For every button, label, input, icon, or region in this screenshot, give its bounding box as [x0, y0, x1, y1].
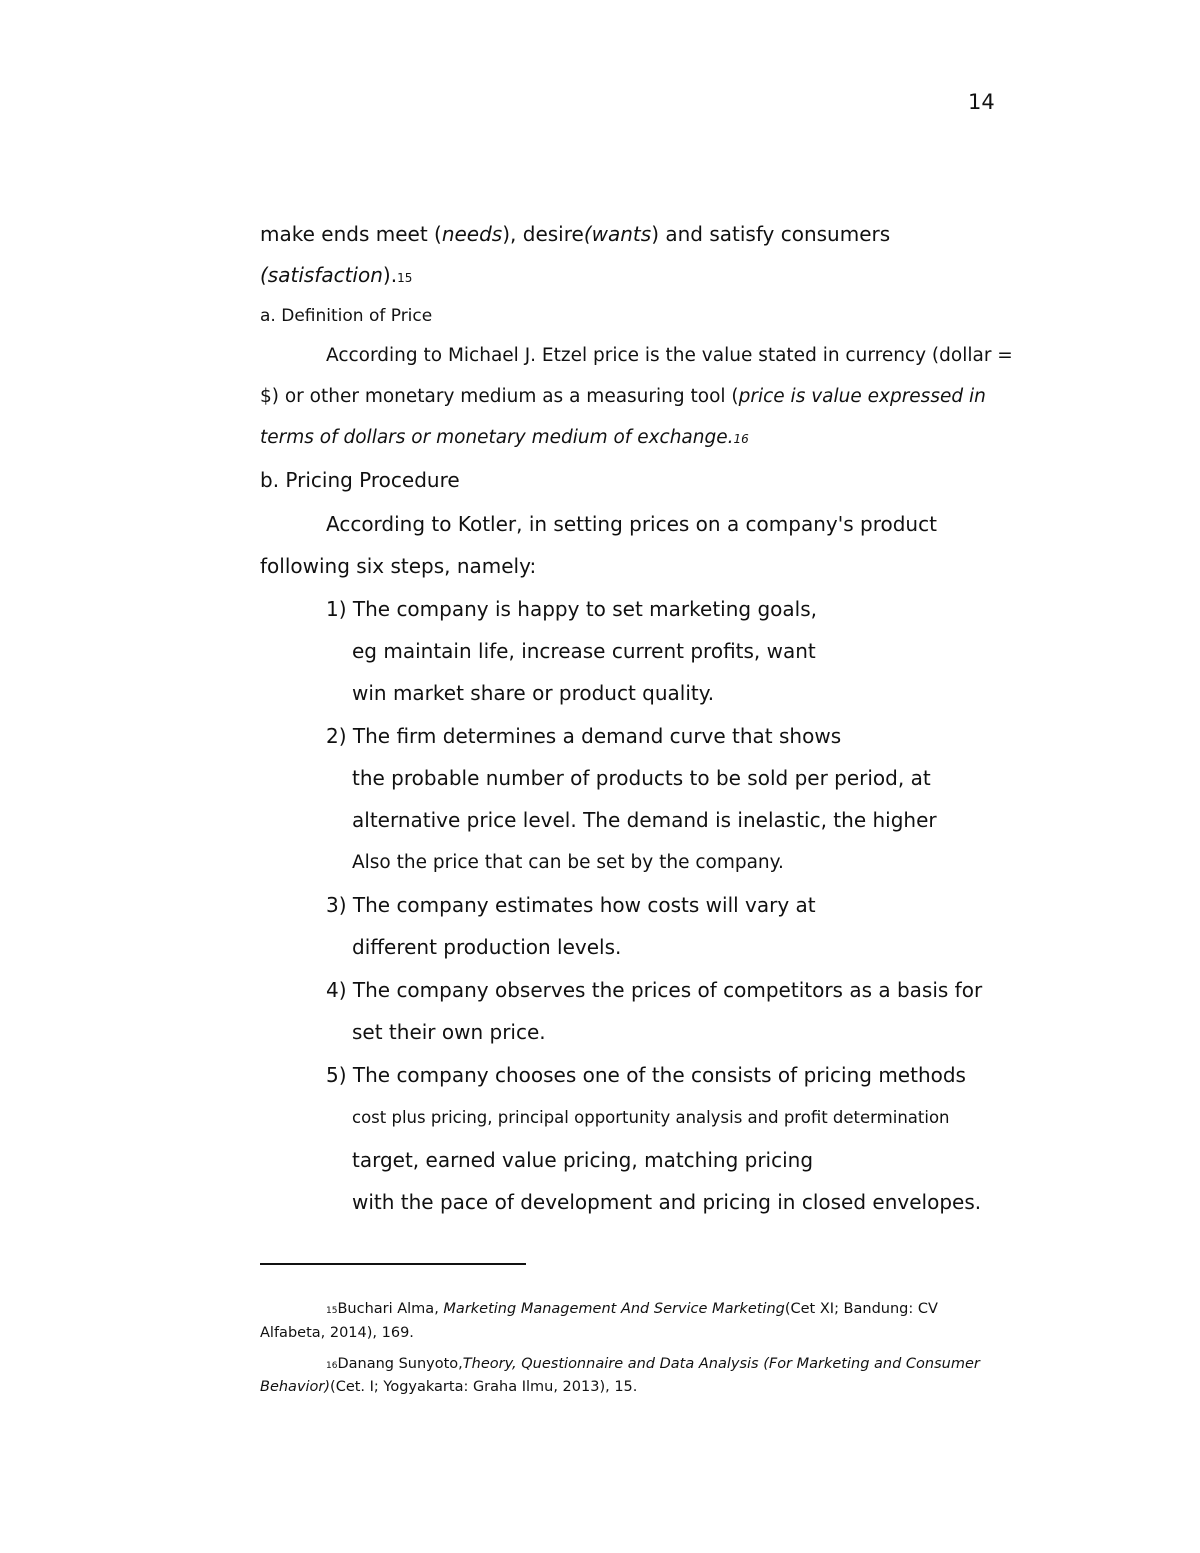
list-item-1-cont: eg maintain life, increase current profits, want: [352, 639, 816, 663]
footnote-16-line-2: [260, 1377, 637, 1397]
text-run: ,: [434, 1301, 444, 1317]
list-item-5: 5) The company chooses one of the consists of pricing methods: [326, 1063, 966, 1087]
body-line-1: [260, 221, 890, 247]
body-line-5: [260, 384, 986, 410]
footnote-16: [326, 1354, 980, 1376]
body-line-9: following six steps, namely:: [260, 554, 537, 578]
list-item-3: 3) The company estimates how costs will vary at: [326, 893, 816, 917]
text-run: ) and satisfy consumers: [651, 222, 891, 246]
footnote-separator: [260, 1263, 526, 1265]
list-item-5-cont: with the pace of development and pricing in closed envelopes.: [352, 1190, 982, 1214]
list-item-5-cont: cost plus pricing, principal opportunity analysis and profit determination: [352, 1108, 950, 1127]
body-line-4: According to Michael J. Etzel price is the value stated in currency (dollar =: [326, 345, 1013, 366]
list-item-2-cont: Also the price that can be set by the company.: [352, 852, 784, 873]
page-number: 14: [968, 90, 995, 114]
list-item-4: 4) The company observes the prices of competitors as a basis for: [326, 978, 983, 1002]
footnote-author: Buchari Alma: [337, 1301, 435, 1317]
list-item-5-cont: target, earned value pricing, matching pricing: [352, 1148, 814, 1172]
list-item-2-cont: alternative price level. The demand is inelastic, the higher: [352, 808, 937, 832]
list-item-2: 2) The firm determines a demand curve that shows: [326, 724, 842, 748]
list-item-2-cont: the probable number of products to be sold per period, at: [352, 766, 931, 790]
footnote-number: 16: [326, 1361, 338, 1371]
footnote-number: 15: [326, 1306, 338, 1316]
body-line-6: [260, 425, 749, 452]
text-run: ).: [382, 263, 398, 287]
body-line-2: [260, 262, 412, 291]
footnote-title: Marketing Management And Service Marketing: [443, 1301, 785, 1317]
italic-term: (wants: [583, 222, 652, 246]
subheading-definition-of-price: a. Definition of Price: [260, 306, 433, 326]
footnote-title: Theory, Questionnaire and Data Analysis (For Marketing and Consumer: [462, 1356, 980, 1372]
text-run: $) or other monetary medium as a measuring tool (: [260, 386, 739, 407]
list-item-4-cont: set their own price.: [352, 1020, 546, 1044]
italic-term: (satisfaction: [260, 263, 383, 287]
list-item-3-cont: different production levels.: [352, 935, 622, 959]
text-run: ), desire: [502, 222, 584, 246]
footnote-author: Danang Sunyoto,: [337, 1356, 463, 1372]
italic-quote: terms of dollars or monetary medium of exchange.: [260, 427, 734, 448]
footnote-ref-16[interactable]: 16: [733, 432, 749, 446]
footnote-ref-15[interactable]: 15: [397, 271, 413, 285]
footnote-title: Behavior): [260, 1379, 331, 1395]
text-run: make ends meet (: [260, 222, 442, 246]
italic-quote: price is value expressed in: [738, 386, 986, 407]
footnote-publication: (Cet XI; Bandung: CV: [784, 1301, 938, 1317]
footnote-15-line-2: Alfabeta, 2014), 169.: [260, 1325, 414, 1341]
body-line-8: According to Kotler, in setting prices on a company's product: [326, 512, 937, 536]
italic-term: needs: [441, 222, 503, 246]
list-item-1: 1) The company is happy to set marketing goals,: [326, 597, 817, 621]
footnote-publication: (Cet. I; Yogyakarta: Graha Ilmu, 2013), 15.: [330, 1379, 638, 1395]
footnote-15: [326, 1299, 938, 1321]
list-item-1-cont: win market share or product quality.: [352, 681, 715, 705]
subheading-pricing-procedure: b. Pricing Procedure: [260, 468, 460, 492]
